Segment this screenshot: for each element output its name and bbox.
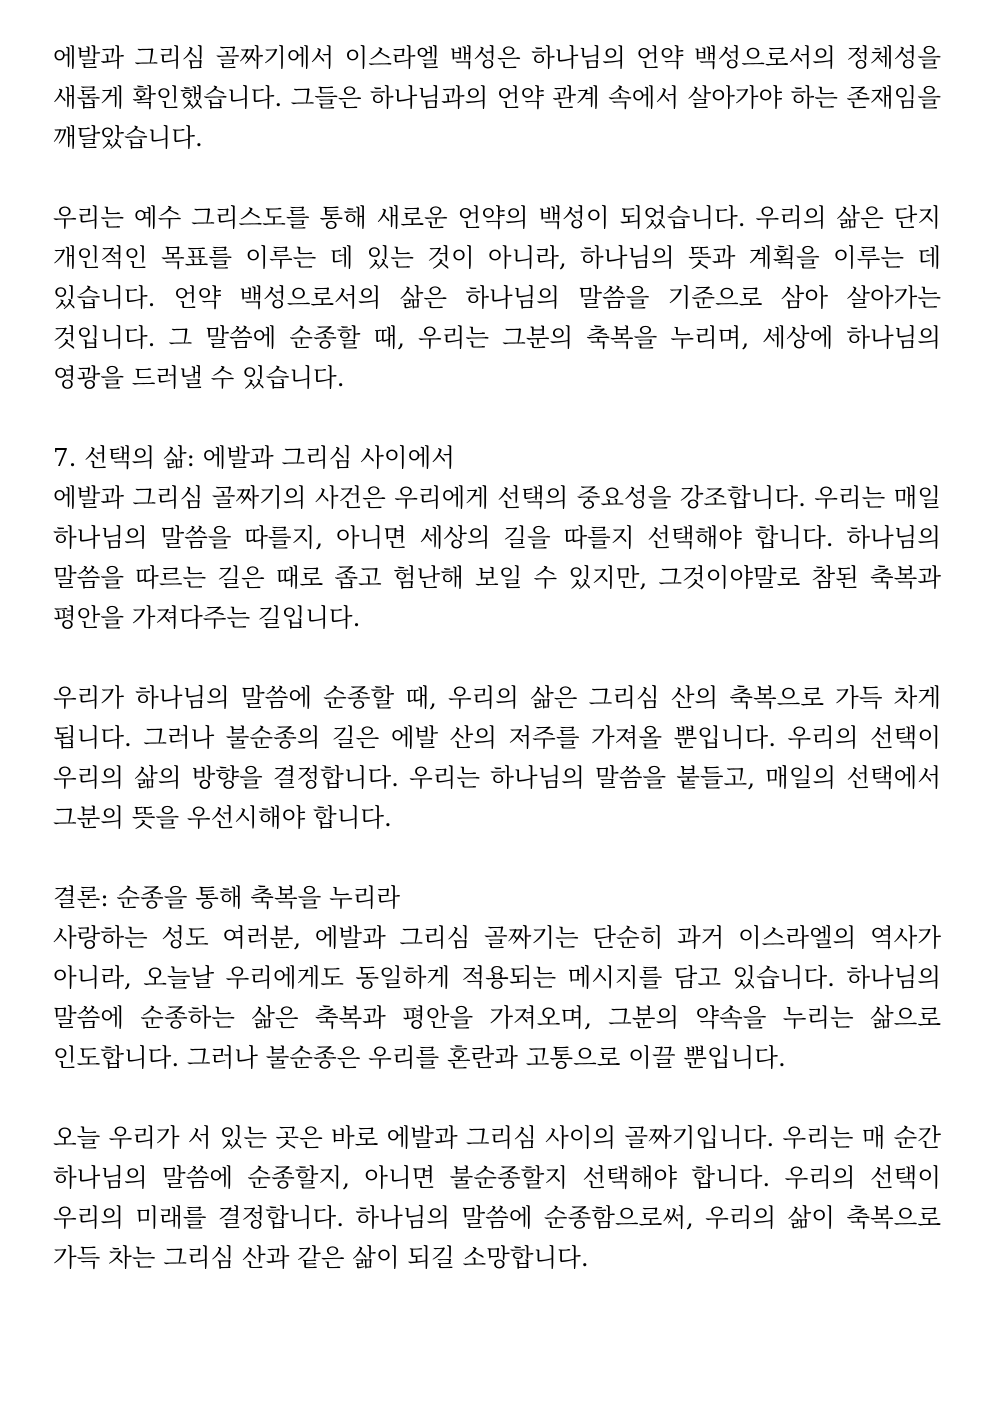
paragraph-closing-hope: 오늘 우리가 서 있는 곳은 바로 에발과 그리심 사이의 골짜기입니다. 우리는 매 순간 하나님의 말씀에 순종할지, 아니면 불순종할지 선택해야 합니다. 우리의 선택이 우리의 미래를 결정합니다. 하나님의 말씀에 순종함으로써, 우리의 삶이 축복으로 가득 차는 그리심 산과 같은 삶이 되길 소망합니다. [53, 1123, 941, 1272]
section-heading-choice: 7. 선택의 삶: 에발과 그리심 사이에서 [53, 443, 455, 472]
paragraph-conclusion-message: 사랑하는 성도 여러분, 에발과 그리심 골짜기는 단순히 과거 이스라엘의 역사가 아니라, 오늘날 우리에게도 동일하게 적용되는 메시지를 담고 있습니다. 하나님의 말씀에 순종하는 삶은 축복과 평안을 가져오며, 그분의 약속을 누리는 삶으로 인도합니다. 그러나 불순종은 우리를 혼란과 고통으로 이끌 뿐입니다. [53, 923, 941, 1072]
section-heading-conclusion: 결론: 순종을 통해 축복을 누리라 [53, 883, 401, 912]
paragraph-obedience-blessing: 우리가 하나님의 말씀에 순종할 때, 우리의 삶은 그리심 산의 축복으로 가득 차게 됩니다. 그러나 불순종의 길은 에발 산의 저주를 가져올 뿐입니다. 우리의 선택이 우리의 삶의 방향을 결정합니다. 우리는 하나님의 말씀을 붙들고, 매일의 선택에서 그분의 뜻을 우선시해야 합니다. [53, 683, 941, 832]
document-page [53, 38, 941, 1318]
paragraph-covenant-identity: 에발과 그리심 골짜기에서 이스라엘 백성은 하나님의 언약 백성으로서의 정체성을 새롭게 확인했습니다. 그들은 하나님과의 언약 관계 속에서 살아가야 하는 존재임을 깨달았습니다. [53, 43, 941, 152]
paragraph-new-covenant-people: 우리는 예수 그리스도를 통해 새로운 언약의 백성이 되었습니다. 우리의 삶은 단지 개인적인 목표를 이루는 데 있는 것이 아니라, 하나님의 뜻과 계획을 이루는 데 있습니다. 언약 백성으로서의 삶은 하나님의 말씀을 기준으로 삼아 살아가는 것입니다. 그 말씀에 순종할 때, 우리는 그분의 축복을 누리며, 세상에 하나님의 영광을 드러낼 수 있습니다. [53, 203, 941, 392]
paragraph-importance-of-choice: 에발과 그리심 골짜기의 사건은 우리에게 선택의 중요성을 강조합니다. 우리는 매일 하나님의 말씀을 따를지, 아니면 세상의 길을 따를지 선택해야 합니다. 하나님의 말씀을 따르는 길은 때로 좁고 험난해 보일 수 있지만, 그것이야말로 참된 축복과 평안을 가져다주는 길입니다. [53, 483, 941, 632]
